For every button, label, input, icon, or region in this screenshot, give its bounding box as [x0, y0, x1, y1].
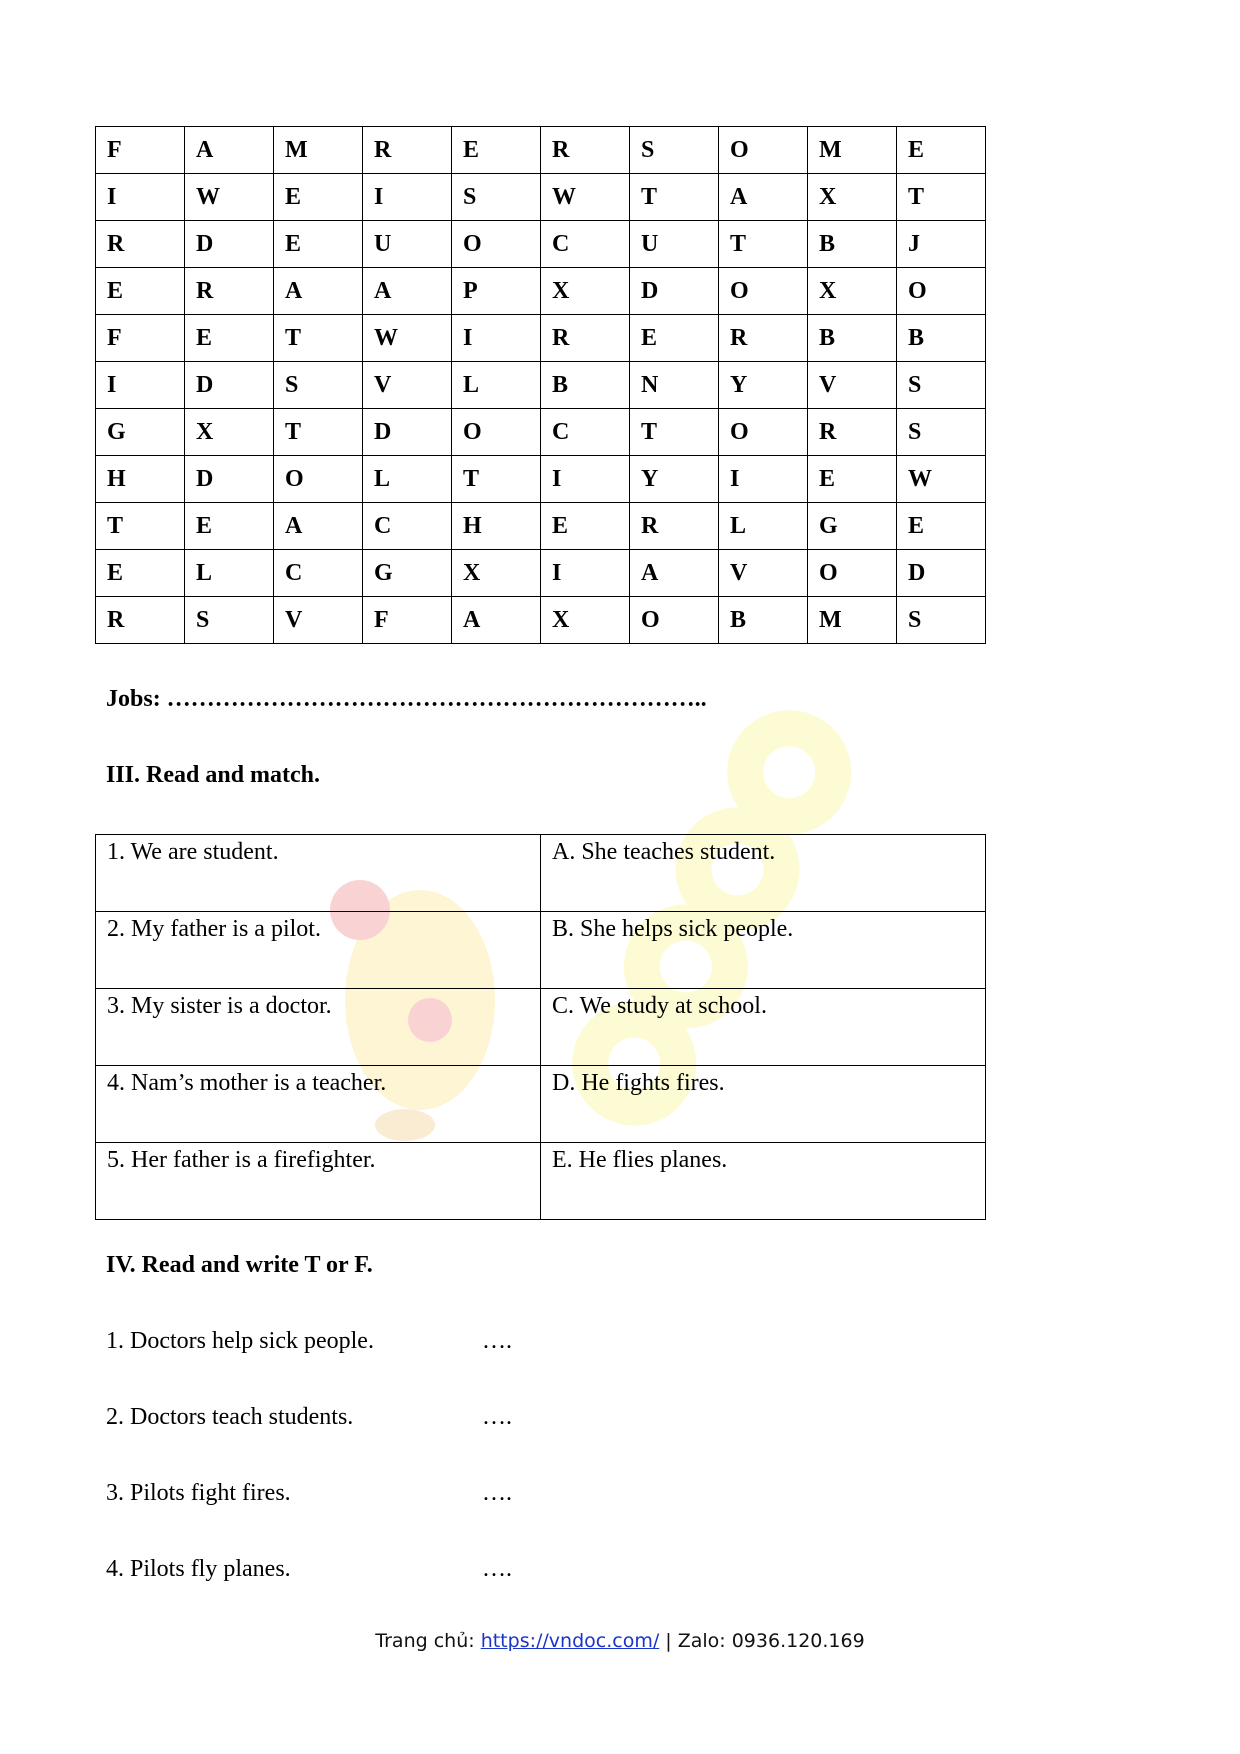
word-search-cell: C — [541, 221, 630, 268]
match-left-cell: 4. Nam’s mother is a teacher. — [96, 1066, 541, 1143]
word-search-cell: C — [274, 550, 363, 597]
tf-statement: 3. Pilots fight fires. — [106, 1480, 291, 1506]
word-search-cell: F — [363, 597, 452, 644]
word-search-cell: O — [452, 221, 541, 268]
footer-home-link[interactable]: https://vndoc.com/ — [480, 1630, 660, 1652]
match-row — [96, 1066, 986, 1143]
word-search-cell: R — [363, 127, 452, 174]
word-search-cell: E — [274, 174, 363, 221]
word-search-cell: T — [897, 174, 986, 221]
word-search-cell: R — [630, 503, 719, 550]
tf-answer-blank[interactable]: …. — [482, 1404, 512, 1430]
word-search-cell: S — [897, 409, 986, 456]
word-search-cell: B — [541, 362, 630, 409]
word-search-cell: V — [363, 362, 452, 409]
word-search-cell: F — [96, 315, 185, 362]
word-search-cell: U — [630, 221, 719, 268]
tf-item — [106, 1404, 626, 1431]
word-search-cell: R — [185, 268, 274, 315]
word-search-cell: X — [452, 550, 541, 597]
footer-prefix: Trang chủ: — [375, 1630, 481, 1652]
word-search-cell: X — [808, 174, 897, 221]
word-search-cell: E — [897, 503, 986, 550]
match-left-cell: 1. We are student. — [96, 835, 541, 912]
word-search-cell: L — [185, 550, 274, 597]
word-search-cell: O — [719, 127, 808, 174]
word-search-cell: T — [274, 315, 363, 362]
section-3-title: III. Read and match. — [106, 762, 321, 788]
word-search-cell: T — [630, 174, 719, 221]
word-search-cell: A — [274, 268, 363, 315]
word-search-cell: D — [185, 456, 274, 503]
match-table — [95, 834, 986, 1220]
word-search-row — [96, 456, 986, 503]
tf-answer-blank[interactable]: …. — [482, 1556, 512, 1582]
word-search-cell: X — [185, 409, 274, 456]
word-search-row — [96, 550, 986, 597]
word-search-cell: R — [541, 315, 630, 362]
tf-item — [106, 1328, 626, 1355]
match-right-cell: E. He flies planes. — [541, 1143, 986, 1220]
word-search-cell: S — [185, 597, 274, 644]
word-search-cell: D — [363, 409, 452, 456]
word-search-cell: T — [96, 503, 185, 550]
word-search-cell: B — [808, 315, 897, 362]
word-search-cell: S — [897, 597, 986, 644]
word-search-cell: E — [274, 221, 363, 268]
word-search-cell: I — [452, 315, 541, 362]
word-search-cell: S — [274, 362, 363, 409]
word-search-cell: I — [363, 174, 452, 221]
match-row — [96, 912, 986, 989]
word-search-cell: A — [719, 174, 808, 221]
section-4-title: IV. Read and write T or F. — [106, 1252, 373, 1278]
word-search-cell: E — [452, 127, 541, 174]
word-search-cell: O — [719, 268, 808, 315]
word-search-row — [96, 503, 986, 550]
word-search-cell: E — [96, 550, 185, 597]
word-search-cell: I — [719, 456, 808, 503]
word-search-cell: B — [808, 221, 897, 268]
word-search-cell: W — [185, 174, 274, 221]
word-search-cell: R — [719, 315, 808, 362]
word-search-cell: E — [96, 268, 185, 315]
tf-statement: 2. Doctors teach students. — [106, 1404, 354, 1430]
word-search-cell: R — [96, 597, 185, 644]
word-search-cell: G — [363, 550, 452, 597]
word-search-grid — [95, 126, 986, 644]
word-search-cell: T — [452, 456, 541, 503]
word-search-cell: D — [897, 550, 986, 597]
word-search-cell: Y — [630, 456, 719, 503]
word-search-cell: G — [808, 503, 897, 550]
word-search-cell: A — [274, 503, 363, 550]
word-search-cell: G — [96, 409, 185, 456]
word-search-cell: A — [630, 550, 719, 597]
match-row — [96, 835, 986, 912]
word-search-cell: N — [630, 362, 719, 409]
match-left-cell: 5. Her father is a firefighter. — [96, 1143, 541, 1220]
word-search-cell: A — [363, 268, 452, 315]
word-search-cell: H — [452, 503, 541, 550]
word-search-cell: D — [185, 221, 274, 268]
word-search-cell: I — [541, 456, 630, 503]
word-search-cell: L — [452, 362, 541, 409]
word-search-cell: A — [185, 127, 274, 174]
word-search-cell: I — [96, 174, 185, 221]
word-search-cell: B — [897, 315, 986, 362]
word-search-cell: X — [541, 597, 630, 644]
word-search-cell: E — [185, 503, 274, 550]
word-search-cell: S — [897, 362, 986, 409]
word-search-cell: T — [274, 409, 363, 456]
word-search-cell: U — [363, 221, 452, 268]
word-search-row — [96, 221, 986, 268]
word-search-cell: T — [630, 409, 719, 456]
word-search-cell: E — [630, 315, 719, 362]
page-footer — [0, 1630, 1240, 1652]
tf-item — [106, 1480, 626, 1507]
tf-answer-blank[interactable]: …. — [482, 1328, 512, 1354]
word-search-cell: Y — [719, 362, 808, 409]
word-search-cell: O — [719, 409, 808, 456]
tf-item — [106, 1556, 626, 1583]
word-search-cell: R — [541, 127, 630, 174]
match-left-cell: 3. My sister is a doctor. — [96, 989, 541, 1066]
word-search-cell: O — [274, 456, 363, 503]
word-search-cell: W — [897, 456, 986, 503]
match-right-cell: D. He fights fires. — [541, 1066, 986, 1143]
word-search-cell: A — [452, 597, 541, 644]
word-search-cell: O — [452, 409, 541, 456]
word-search-cell: E — [185, 315, 274, 362]
word-search-cell: O — [808, 550, 897, 597]
word-search-row — [96, 362, 986, 409]
word-search-cell: X — [541, 268, 630, 315]
word-search-cell: R — [96, 221, 185, 268]
word-search-cell: W — [363, 315, 452, 362]
word-search-cell: D — [630, 268, 719, 315]
word-search-cell: V — [719, 550, 808, 597]
tf-statement: 4. Pilots fly planes. — [106, 1556, 291, 1582]
word-search-cell: H — [96, 456, 185, 503]
word-search-cell: M — [274, 127, 363, 174]
word-search-cell: C — [363, 503, 452, 550]
word-search-row — [96, 127, 986, 174]
word-search-cell: I — [541, 550, 630, 597]
word-search-cell: I — [96, 362, 185, 409]
word-search-cell: R — [808, 409, 897, 456]
footer-contact: | Zalo: 0936.120.169 — [659, 1630, 865, 1652]
match-left-cell: 2. My father is a pilot. — [96, 912, 541, 989]
word-search-cell: J — [897, 221, 986, 268]
word-search-row — [96, 409, 986, 456]
word-search-cell: L — [719, 503, 808, 550]
match-right-cell: A. She teaches student. — [541, 835, 986, 912]
word-search-cell: M — [808, 127, 897, 174]
word-search-cell: V — [808, 362, 897, 409]
word-search-cell: E — [541, 503, 630, 550]
word-search-cell: C — [541, 409, 630, 456]
word-search-cell: L — [363, 456, 452, 503]
match-right-cell: B. She helps sick people. — [541, 912, 986, 989]
word-search-cell: E — [808, 456, 897, 503]
word-search-cell: B — [719, 597, 808, 644]
word-search-cell: S — [630, 127, 719, 174]
word-search-cell: V — [274, 597, 363, 644]
word-search-row — [96, 315, 986, 362]
tf-answer-blank[interactable]: …. — [482, 1480, 512, 1506]
word-search-cell: W — [541, 174, 630, 221]
jobs-answer-line: Jobs: ………………………………………………………….. — [106, 686, 707, 712]
word-search-cell: O — [630, 597, 719, 644]
match-row — [96, 1143, 986, 1220]
match-row — [96, 989, 986, 1066]
word-search-cell: S — [452, 174, 541, 221]
word-search-cell: P — [452, 268, 541, 315]
word-search-cell: M — [808, 597, 897, 644]
tf-statement: 1. Doctors help sick people. — [106, 1328, 374, 1354]
match-right-cell: C. We study at school. — [541, 989, 986, 1066]
word-search-cell: E — [897, 127, 986, 174]
word-search-row — [96, 268, 986, 315]
word-search-row — [96, 597, 986, 644]
word-search-cell: O — [897, 268, 986, 315]
word-search-cell: X — [808, 268, 897, 315]
word-search-row — [96, 174, 986, 221]
word-search-cell: F — [96, 127, 185, 174]
word-search-cell: T — [719, 221, 808, 268]
word-search-cell: D — [185, 362, 274, 409]
